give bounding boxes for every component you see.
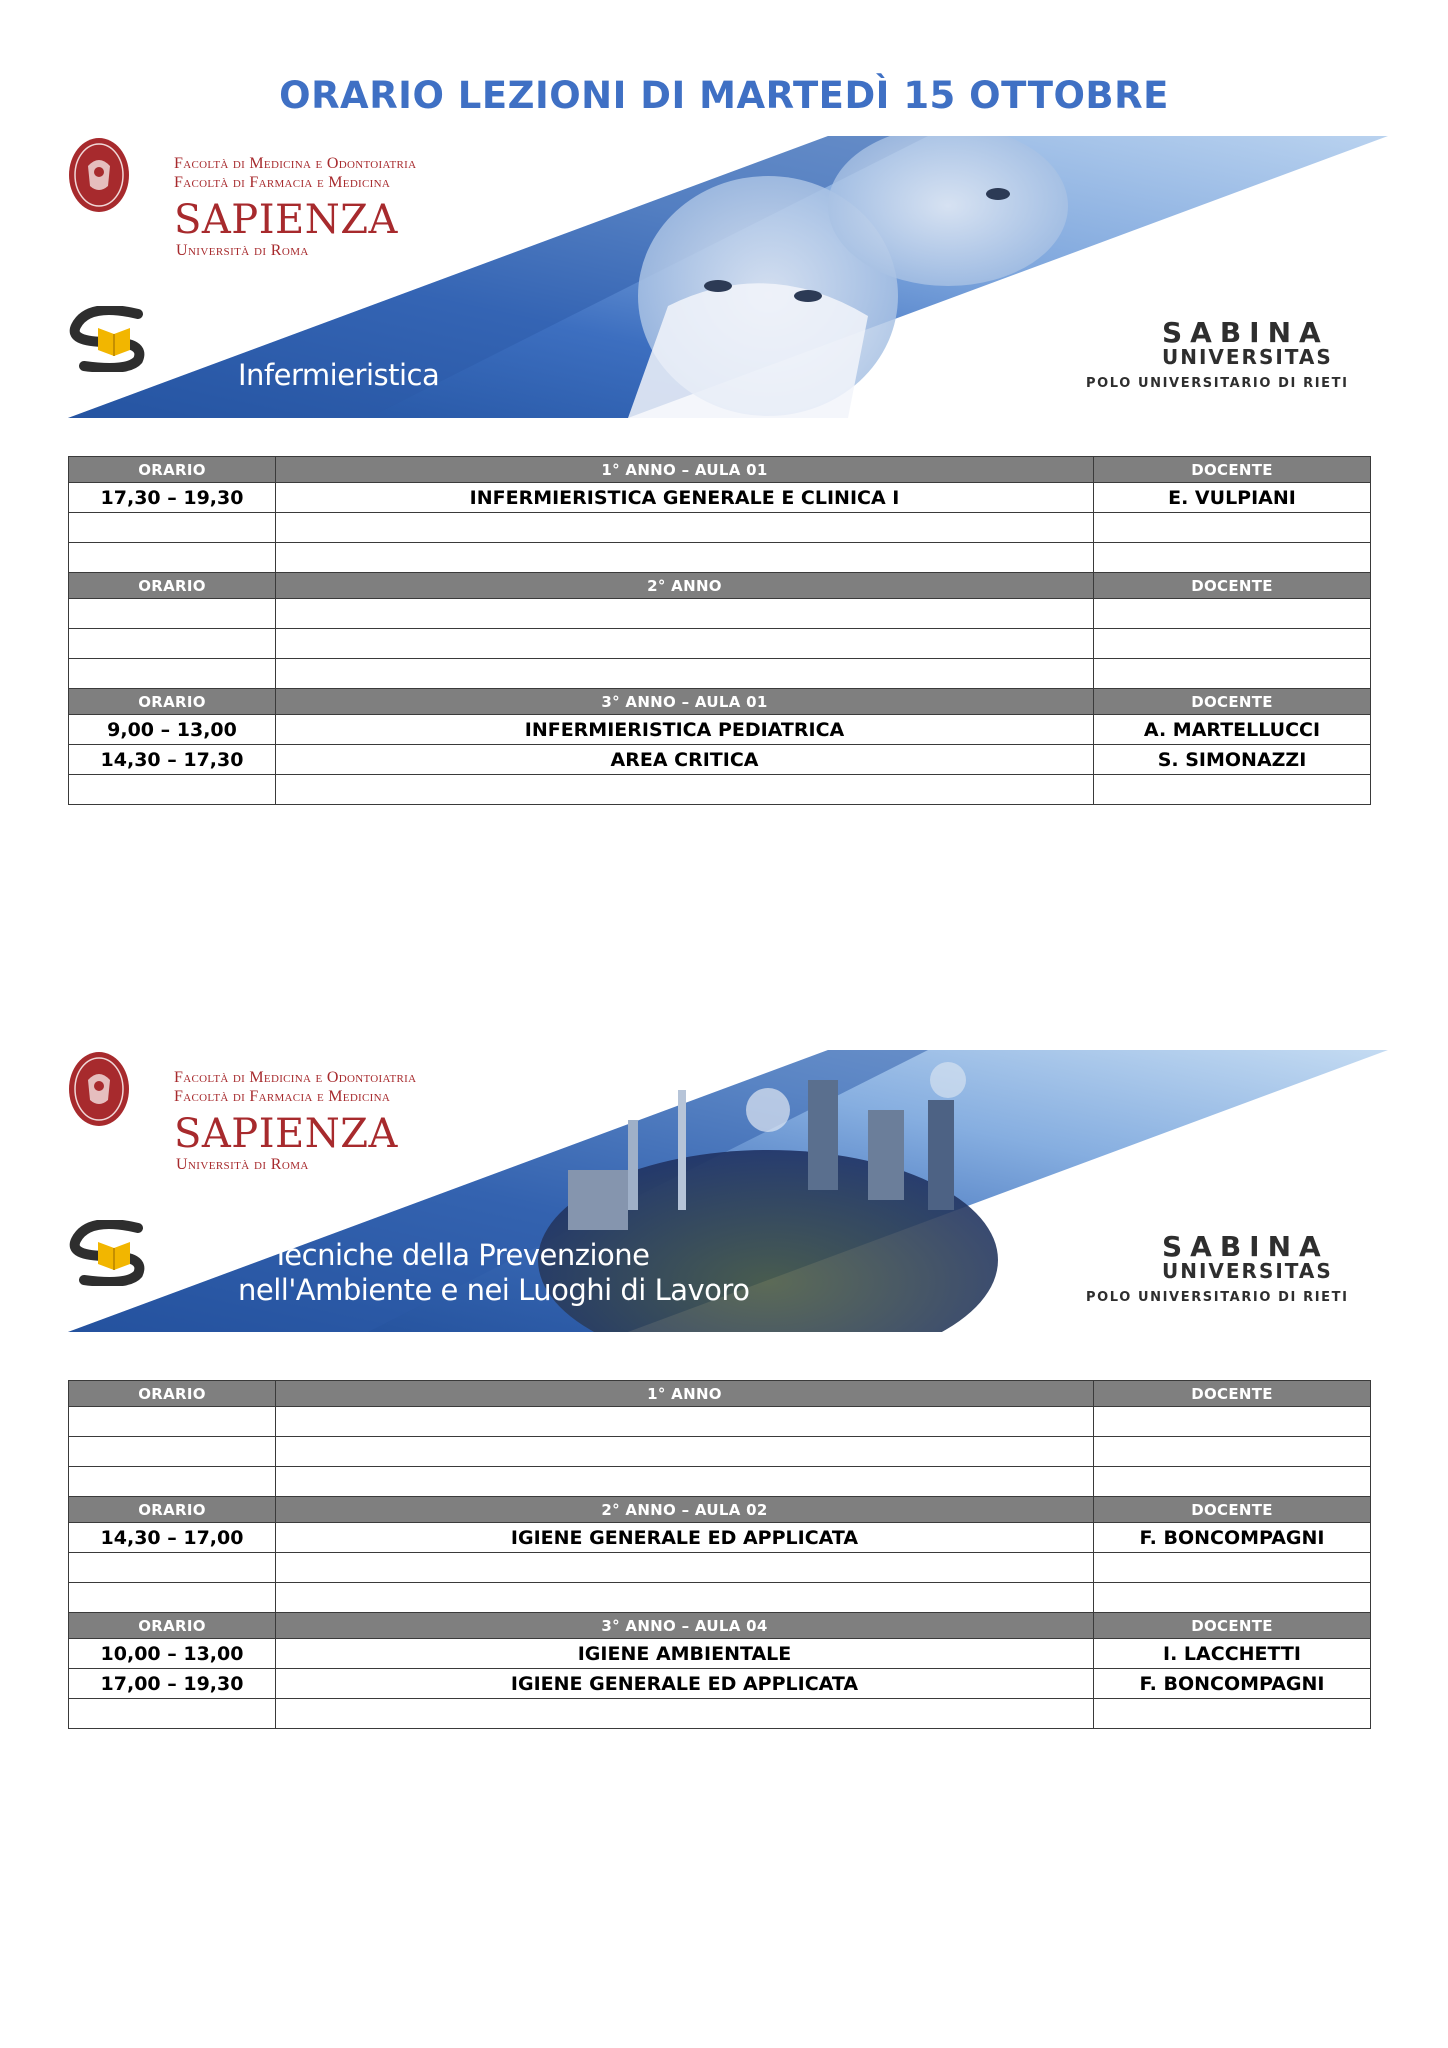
cell-time: 17,30 – 19,30: [69, 483, 276, 513]
header-year: 1° ANNO: [276, 1381, 1094, 1407]
section-header: [69, 1381, 1371, 1407]
table-row: [69, 1467, 1371, 1497]
cell-course: AREA CRITICA: [276, 745, 1094, 775]
faculty-line-2: Facoltà di Farmacia e Medicina: [174, 1088, 391, 1105]
cell-time: 9,00 – 13,00: [69, 715, 276, 745]
sabina-name: SABINA: [1162, 1230, 1329, 1263]
sapienza-seal-icon: [68, 1050, 130, 1128]
cell-teacher: [1094, 1407, 1371, 1437]
cell-teacher: [1094, 1583, 1371, 1613]
banner-tecniche-prevenzione: [68, 1050, 1388, 1332]
sabina-polo: POLO UNIVERSITARIO DI RIETI: [1086, 1290, 1349, 1305]
section-header: [69, 573, 1371, 599]
cell-time: 10,00 – 13,00: [69, 1639, 276, 1669]
cell-teacher: [1094, 629, 1371, 659]
cell-course: [276, 599, 1094, 629]
cell-time: [69, 775, 276, 805]
header-teacher: DOCENTE: [1094, 573, 1371, 599]
header-time: ORARIO: [69, 1381, 276, 1407]
header-year: 2° ANNO: [276, 573, 1094, 599]
course-name: [238, 1238, 749, 1308]
table-row: [69, 629, 1371, 659]
sabina-polo: POLO UNIVERSITARIO DI RIETI: [1086, 376, 1349, 391]
cell-course: [276, 1583, 1094, 1613]
cell-course: [276, 1407, 1094, 1437]
cell-course: [276, 1467, 1094, 1497]
cell-teacher: [1094, 1553, 1371, 1583]
university-name: SAPIENZA: [174, 1111, 398, 1157]
cell-course: [276, 513, 1094, 543]
sabina-universitas: UNIVERSITAS: [1162, 1259, 1333, 1283]
header-time: ORARIO: [69, 1613, 276, 1639]
cell-course: IGIENE AMBIENTALE: [276, 1639, 1094, 1669]
table-row: [69, 1669, 1371, 1699]
cell-teacher: F. BONCOMPAGNI: [1094, 1523, 1371, 1553]
table-row: [69, 1583, 1371, 1613]
course-name-line: Infermieristica: [238, 358, 440, 392]
table-row: [69, 483, 1371, 513]
cell-time: 17,00 – 19,30: [69, 1669, 276, 1699]
cell-teacher: E. VULPIANI: [1094, 483, 1371, 513]
university-subtitle: Università di Roma: [176, 242, 309, 259]
faculty-names: [174, 154, 416, 192]
university-name: SAPIENZA: [174, 197, 398, 243]
header-year: 2° ANNO – AULA 02: [276, 1497, 1094, 1523]
cell-time: [69, 1437, 276, 1467]
table-row: [69, 513, 1371, 543]
cell-course: [276, 629, 1094, 659]
table-row: [69, 599, 1371, 629]
table-row: [69, 775, 1371, 805]
banner-infermieristica: [68, 136, 1388, 418]
cell-time: [69, 1553, 276, 1583]
cell-course: [276, 659, 1094, 689]
faculty-names: [174, 1068, 416, 1106]
header-time: ORARIO: [69, 1497, 276, 1523]
schedule-table-infermieristica: [68, 456, 1371, 805]
cell-course: [276, 1553, 1094, 1583]
table-row: [69, 745, 1371, 775]
cell-teacher: F. BONCOMPAGNI: [1094, 1669, 1371, 1699]
cell-course: [276, 1437, 1094, 1467]
cell-teacher: [1094, 513, 1371, 543]
header-teacher: DOCENTE: [1094, 1497, 1371, 1523]
cell-course: [276, 775, 1094, 805]
cell-course: IGIENE GENERALE ED APPLICATA: [276, 1523, 1094, 1553]
cell-time: 14,30 – 17,00: [69, 1523, 276, 1553]
course-name-line-1: Tecniche della Prevenzione: [272, 1238, 650, 1272]
header-year: 3° ANNO – AULA 04: [276, 1613, 1094, 1639]
cell-teacher: [1094, 1467, 1371, 1497]
cell-time: [69, 1699, 276, 1729]
cell-time: [69, 659, 276, 689]
header-time: ORARIO: [69, 457, 276, 483]
university-subtitle: Università di Roma: [176, 1156, 309, 1173]
table-row: [69, 1437, 1371, 1467]
sabina-book-logo-icon: [68, 1220, 156, 1286]
cell-time: 14,30 – 17,30: [69, 745, 276, 775]
header-teacher: DOCENTE: [1094, 1381, 1371, 1407]
header-time: ORARIO: [69, 689, 276, 715]
cell-course: IGIENE GENERALE ED APPLICATA: [276, 1669, 1094, 1699]
header-teacher: DOCENTE: [1094, 1613, 1371, 1639]
cell-teacher: [1094, 659, 1371, 689]
faculty-line-2: Facoltà di Farmacia e Medicina: [174, 174, 391, 191]
cell-time: [69, 513, 276, 543]
section-header: [69, 1613, 1371, 1639]
cell-time: [69, 543, 276, 573]
course-name-line-2: nell'Ambiente e nei Luoghi di Lavoro: [238, 1273, 750, 1307]
header-year: 1° ANNO – AULA 01: [276, 457, 1094, 483]
sabina-book-logo-icon: [68, 306, 156, 372]
header-teacher: DOCENTE: [1094, 457, 1371, 483]
table-row: [69, 1407, 1371, 1437]
table-row: [69, 715, 1371, 745]
sapienza-seal-icon: [68, 136, 130, 214]
cell-teacher: S. SIMONAZZI: [1094, 745, 1371, 775]
page-title: ORARIO LEZIONI DI MARTEDÌ 15 OTTOBRE: [279, 74, 1169, 117]
cell-course: INFERMIERISTICA PEDIATRICA: [276, 715, 1094, 745]
cell-teacher: [1094, 1699, 1371, 1729]
sabina-name: SABINA: [1162, 316, 1329, 349]
table-row: [69, 1553, 1371, 1583]
cell-time: [69, 629, 276, 659]
cell-teacher: [1094, 1437, 1371, 1467]
faculty-line-1: Facoltà di Medicina e Odontoiatria: [174, 155, 417, 172]
header-time: ORARIO: [69, 573, 276, 599]
table-row: [69, 659, 1371, 689]
cell-teacher: [1094, 599, 1371, 629]
cell-time: [69, 1467, 276, 1497]
cell-time: [69, 599, 276, 629]
cell-teacher: [1094, 775, 1371, 805]
cell-teacher: I. LACCHETTI: [1094, 1639, 1371, 1669]
section-header: [69, 457, 1371, 483]
header-year: 3° ANNO – AULA 01: [276, 689, 1094, 715]
cell-teacher: A. MARTELLUCCI: [1094, 715, 1371, 745]
table-row: [69, 1699, 1371, 1729]
cell-teacher: [1094, 543, 1371, 573]
cell-course: [276, 1699, 1094, 1729]
table-row: [69, 1639, 1371, 1669]
cell-time: [69, 1407, 276, 1437]
schedule-table-tecniche-prevenzione: [68, 1380, 1371, 1729]
table-row: [69, 1523, 1371, 1553]
header-teacher: DOCENTE: [1094, 689, 1371, 715]
cell-time: [69, 1583, 276, 1613]
faculty-line-1: Facoltà di Medicina e Odontoiatria: [174, 1069, 417, 1086]
cell-course: [276, 543, 1094, 573]
course-name: [238, 358, 439, 393]
sabina-universitas: UNIVERSITAS: [1162, 345, 1333, 369]
section-header: [69, 1497, 1371, 1523]
table-row: [69, 543, 1371, 573]
cell-course: INFERMIERISTICA GENERALE E CLINICA I: [276, 483, 1094, 513]
section-header: [69, 689, 1371, 715]
